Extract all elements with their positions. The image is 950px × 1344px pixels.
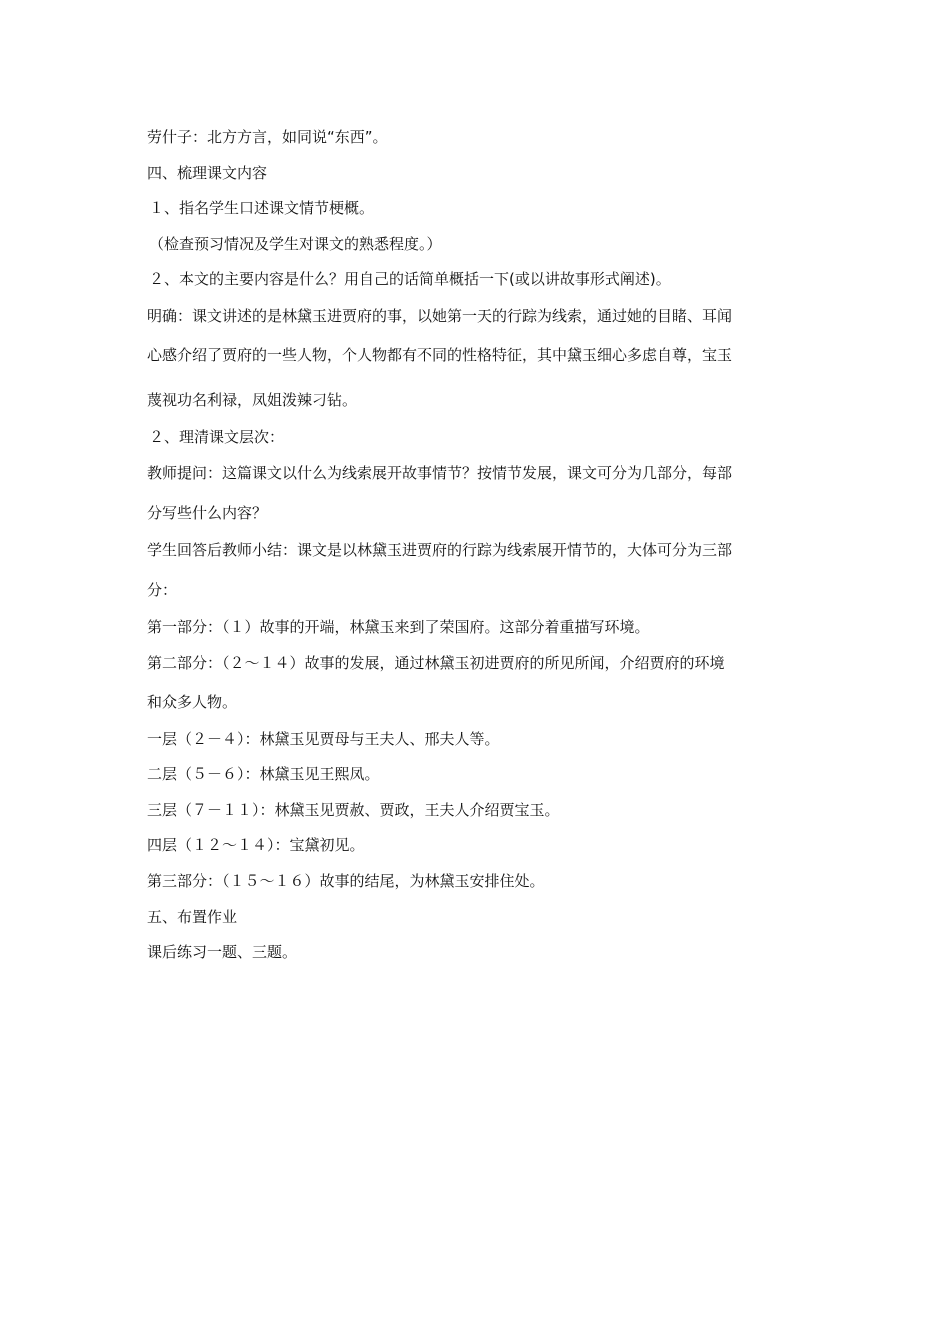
text-line: 教师提问：这篇课文以什么为线索展开故事情节？按情节发展，课文可分为几部分，每部 — [147, 464, 733, 482]
text-line: ２、本文的主要内容是什么？用自己的话简单概括一下(或以讲故事形式阐述)。 — [149, 270, 671, 288]
text-line: 三层（７－１１）：林黛玉见贾赦、贾政，王夫人介绍贾宝玉。 — [147, 801, 560, 819]
text-line: 一层（２－４）：林黛玉见贾母与王夫人、邢夫人等。 — [147, 730, 500, 748]
text-line: 第一部分：（１）故事的开端，林黛玉来到了荣国府。这部分着重描写环境。 — [147, 618, 650, 636]
section-heading: 五、布置作业 — [147, 908, 238, 926]
text-line: 第二部分：（２～１４）故事的发展，通过林黛玉初进贾府的所见所闻，介绍贾府的环境 — [147, 654, 725, 672]
text-line: ２、理清课文层次： — [149, 428, 285, 446]
text-line: 学生回答后教师小结：课文是以林黛玉进贾府的行踪为线索展开情节的，大体可分为三部 — [147, 541, 733, 559]
text-line: 四层（１２～１４）：宝黛初见。 — [147, 836, 365, 854]
text-line: 蔑视功名利禄，凤姐泼辣刁钻。 — [147, 391, 358, 409]
section-heading: 四、梳理课文内容 — [147, 164, 268, 182]
text-line: 第三部分：（１５～１６）故事的结尾，为林黛玉安排住处。 — [147, 872, 545, 890]
text-line: 课后练习一题、三题。 — [147, 943, 298, 961]
text-line: 分写些什么内容？ — [147, 504, 268, 522]
text-line: 和众多人物。 — [147, 693, 238, 711]
text-line: 心感介绍了贾府的一些人物，个人物都有不同的性格特征，其中黛玉细心多虑自尊，宝玉 — [147, 346, 733, 364]
text-line: １、指名学生口述课文情节梗概。 — [149, 199, 375, 217]
text-line: 明确：课文讲述的是林黛玉进贾府的事，以她第一天的行踪为线索，通过她的目睹、耳闻 — [147, 307, 733, 325]
text-line: 劳什子：北方方言，如同说“东西”。 — [147, 128, 388, 146]
text-line: 二层（５－６）：林黛玉见王熙凤。 — [147, 765, 380, 783]
text-line: （检查预习情况及学生对课文的熟悉程度。） — [149, 235, 442, 253]
text-line: 分： — [147, 581, 178, 599]
